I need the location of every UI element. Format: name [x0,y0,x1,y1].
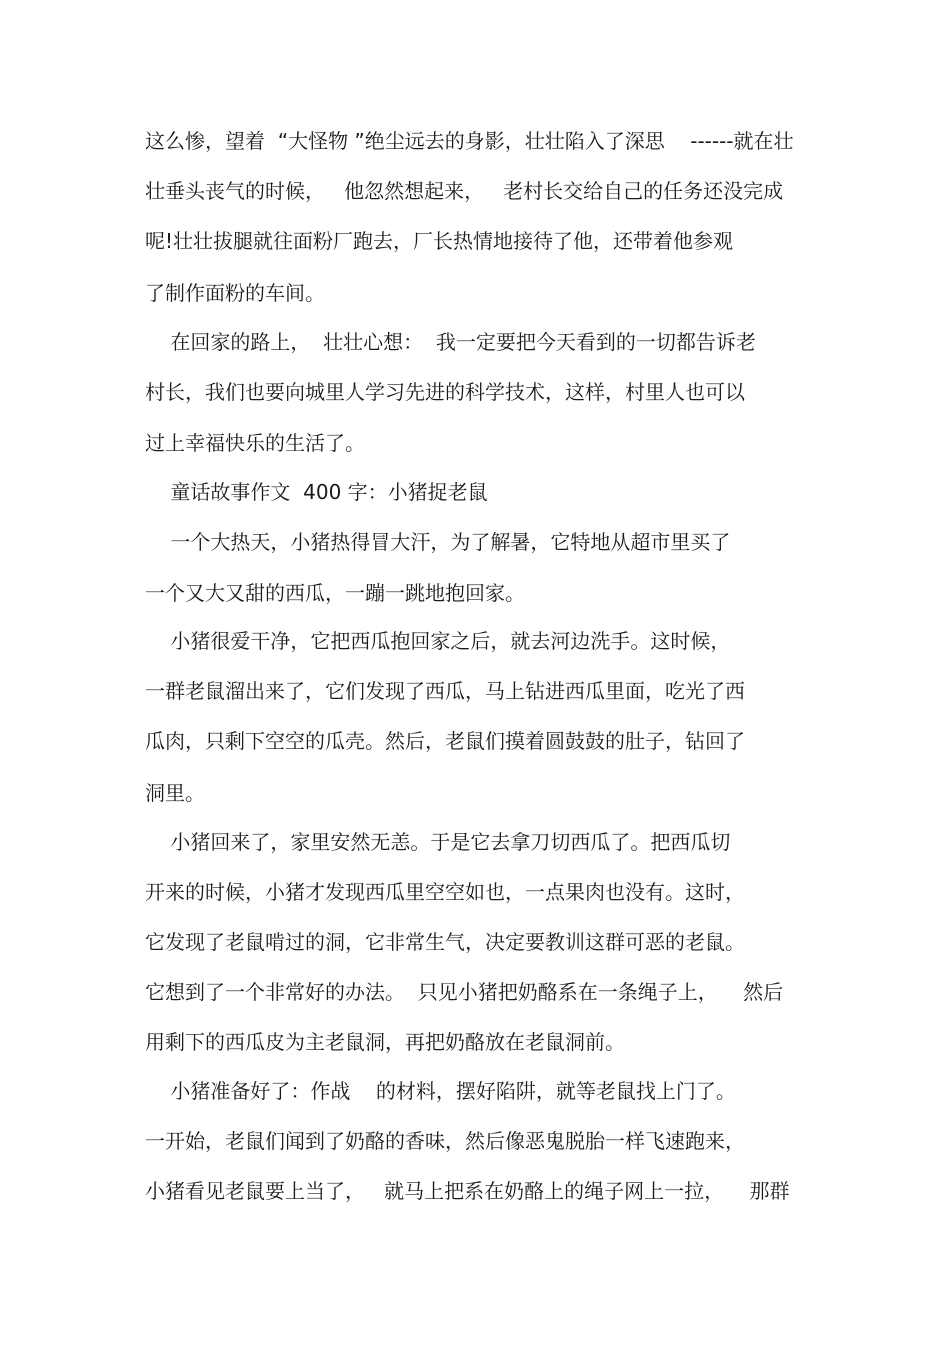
text-line: 一开始，老鼠们闻到了奶酪的香味，然后像恶鬼脱胎一样飞速跑来， [145,1129,745,1153]
text-line: 小猪看见老鼠要上当了， 就马上把系在奶酪上的绳子网上一拉， 那群 [145,1179,790,1203]
text-line: 洞里。 [145,781,205,805]
text-line: 这么惨，望着 “大怪物 ”绝尘远去的身影，壮壮陷入了深思 ------就在壮 [145,129,794,153]
text-line: 一个又大又甜的西瓜，一蹦一跳地抱回家。 [145,581,525,605]
text-line: 小猪回来了，家里安然无恙。于是它去拿刀切西瓜了。把西瓜切 [145,830,731,854]
text-line: 过上幸福快乐的生活了。 [145,431,365,455]
text-line: 了制作面粉的车间。 [145,281,325,305]
text-line: 呢!壮壮拔腿就往面粉厂跑去，厂长热情地接待了他，还带着他参观 [145,229,734,253]
text-line: 一群老鼠溜出来了，它们发现了西瓜，马上钻进西瓜里面，吃光了西 [145,679,745,703]
text-line: 村长，我们也要向城里人学习先进的科学技术，这样，村里人也可以 [145,380,745,404]
text-line: 它想到了一个非常好的办法。 只见小猪把奶酪系在一条绳子上， 然后 [145,980,784,1004]
text-line: 一个大热天，小猪热得冒大汗，为了解暑，它特地从超市里买了 [145,530,731,554]
text-line: 用剩下的西瓜皮为主老鼠洞，再把奶酪放在老鼠洞前。 [145,1030,625,1054]
text-line: 在回家的路上， 壮壮心想： 我一定要把今天看到的一切都告诉老 [145,330,756,354]
text-line: 它发现了老鼠啃过的洞，它非常生气，决定要教训这群可恶的老鼠。 [145,930,745,954]
section-heading: 童话故事作文 400 字：小猪捉老鼠 [145,480,488,504]
text-line: 开来的时候，小猪才发现西瓜里空空如也，一点果肉也没有。这时， [145,880,745,904]
text-line: 小猪准备好了：作战 的材料，摆好陷阱，就等老鼠找上门了。 [145,1079,736,1103]
text-line: 壮垂头丧气的时候， 他忽然想起来， 老村长交给自己的任务还没完成 [145,179,784,203]
text-line: 小猪很爱干净，它把西瓜抱回家之后，就去河边洗手。这时候， [145,629,731,653]
text-line: 瓜肉，只剩下空空的瓜壳。然后，老鼠们摸着圆鼓鼓的肚子，钻回了 [145,729,745,753]
